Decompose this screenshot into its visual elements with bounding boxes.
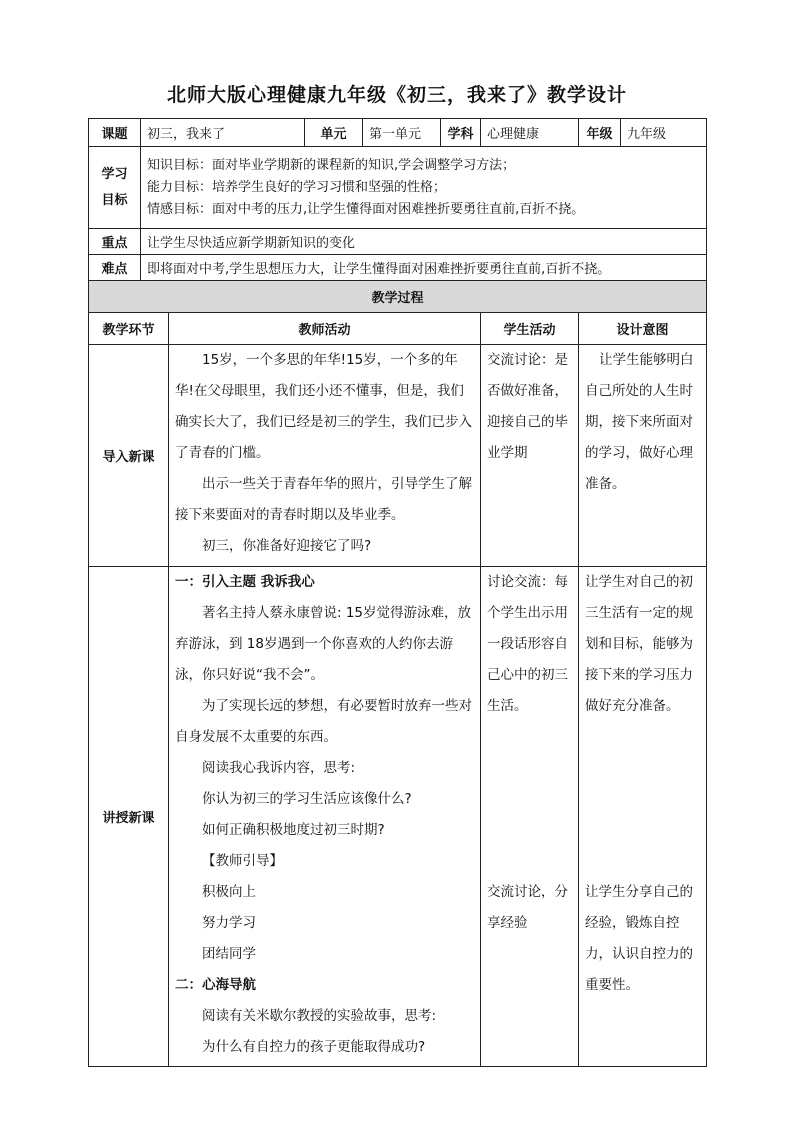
key-point-text: 让学生尽快适应新学期新知识的变化 (141, 229, 707, 255)
process-row-teach (89, 567, 707, 1067)
topic-value: 初三，我来了 (141, 119, 305, 147)
header-intent: 设计意图 (579, 313, 707, 345)
teacher-activity-teach: 一：引入主题 我诉我心 著名主持人蔡永康曾说: 15岁觉得游泳难，放弃游泳，到 18岁遇到一个你喜欢的人约你去游泳，你只好说“我不会”。 为了实现长远的梦想，有必要暂时放弃一些对自身发展不太重要的东西。 阅读我心我诉内容，思考: 你认为初三的学习生活应该像什么? 如何正确积极地度过初三时期? 【教师引导】 积极向上 努力学习 团结同学 二：心海导航 阅读有关米歇尔教授的实验故事，思考: 为什么有自控力的孩子更能取得成功? (169, 567, 481, 1067)
teacher-activity-intro: 15岁，一个多思的年华!15岁，一个多的年华!在父母眼里，我们还小还不懂事，但是，我们确实长大了，我们已经是初三的学生，我们已步入了青春的门槛。 出示一些关于青春年华的照片，引导学生了解接下来要面对的青春时期以及毕业季。 初三，你准备好迎接它了吗? (169, 345, 481, 567)
process-row-intro (89, 345, 707, 567)
topic-label: 课题 (89, 119, 141, 147)
difficulty-text: 即将面对中考,学生思想压力大，让学生懂得面对困难挫折要勇往直前,百折不挠。 (141, 255, 707, 281)
page-title: 北师大版心理健康九年级《初三，我来了》教学设计 (166, 84, 627, 106)
teach-heading-2: 二：心海导航 (175, 977, 256, 993)
process-header-row (89, 313, 707, 345)
unit-label: 单元 (305, 119, 363, 147)
grade-value: 九年级 (621, 119, 707, 147)
header-stage: 教学环节 (89, 313, 169, 345)
teach-heading-1: 一：引入主题 我诉我心 (175, 574, 315, 590)
key-point-label: 重点 (89, 229, 141, 255)
difficulty-row (89, 255, 707, 281)
student-activity-teach: 讨论交流：每个学生出示用一段话形容自己心中的初三生活。 交流讨论，分享经验 (481, 567, 579, 1067)
student-activity-intro: 交流讨论：是否做好准备，迎接自己的毕业学期 (481, 345, 579, 567)
process-section-title: 教学过程 (89, 281, 707, 313)
goal-ability: 能力目标：培养学生良好的学习习惯和坚强的性格； (147, 179, 447, 195)
goals-label: 学习 目标 (89, 147, 141, 229)
header-teacher: 教师活动 (169, 313, 481, 345)
goal-emotion: 情感目标：面对中考的压力,让学生懂得面对困难挫折要勇往直前,百折不挠。 (147, 201, 585, 217)
header-student: 学生活动 (481, 313, 579, 345)
lesson-plan-table (88, 118, 707, 1067)
grade-label: 年级 (579, 119, 621, 147)
design-intent-teach: 让学生对自己的初三生活有一定的规划和目标，能够为接下来的学习压力做好充分准备。 让学生分享自己的经验，锻炼自控力，认识自控力的重要性。 (579, 567, 707, 1067)
goal-knowledge: 知识目标：面对毕业学期新的课程新的知识,学会调整学习方法； (147, 157, 516, 173)
goals-row (89, 147, 707, 229)
info-row (89, 119, 707, 147)
subject-label: 学科 (441, 119, 481, 147)
stage-intro: 导入新课 (89, 345, 169, 567)
key-point-row (89, 229, 707, 255)
unit-value: 第一单元 (363, 119, 441, 147)
stage-teach: 讲授新课 (89, 567, 169, 1067)
process-section-row (89, 281, 707, 313)
goals-list (141, 147, 707, 229)
design-intent-intro: 让学生能够明白自己所处的人生时期，接下来所面对的学习，做好心理准备。 (579, 345, 707, 567)
subject-value: 心理健康 (481, 119, 579, 147)
difficulty-label: 难点 (89, 255, 141, 281)
